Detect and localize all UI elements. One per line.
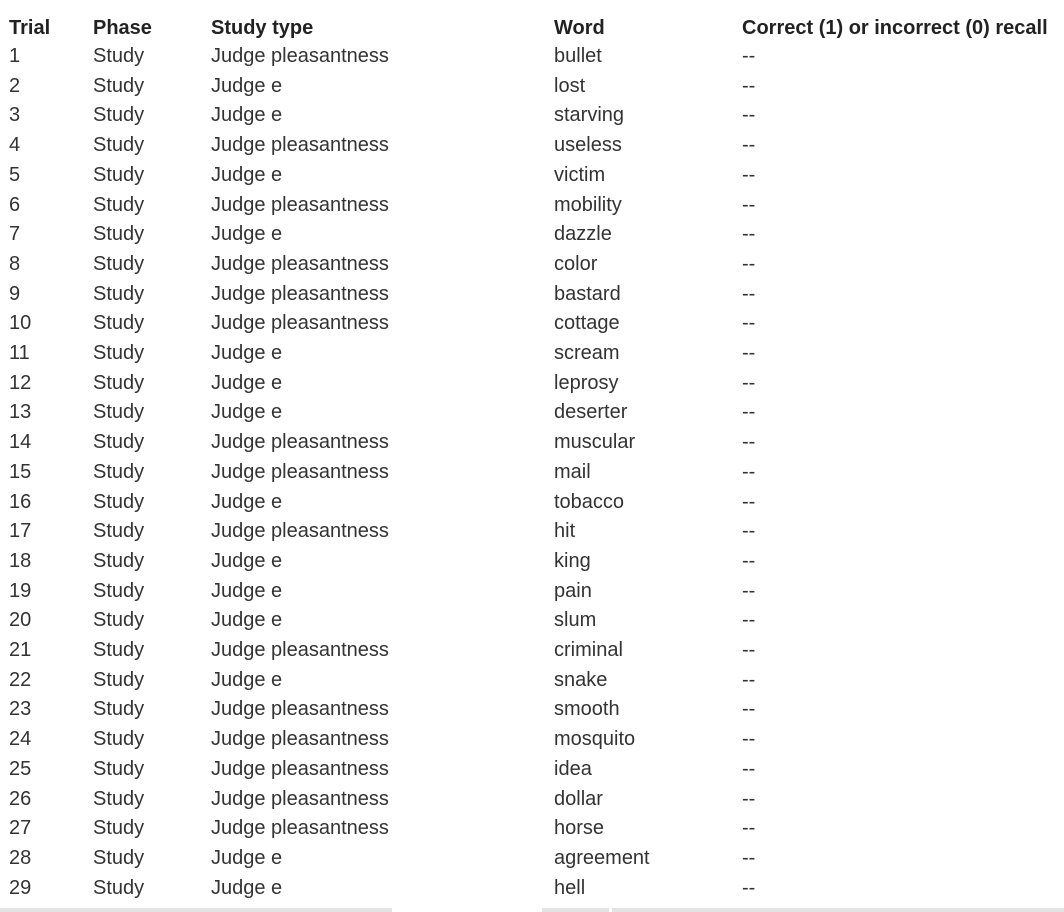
table-row (0, 547, 1064, 577)
header-trial: Trial (9, 17, 51, 39)
cell-study-type: Judge pleasantness (211, 134, 389, 157)
cell-study-type: Judge e (211, 609, 283, 632)
cell-trial: 13 (9, 401, 32, 424)
table-row (0, 874, 1064, 904)
cell-phase: Study (93, 728, 145, 751)
table-row (0, 72, 1064, 102)
cell-phase: Study (93, 163, 145, 186)
cell-word: cottage (554, 312, 620, 335)
cell-phase: Study (93, 193, 145, 216)
cell-word: hit (554, 520, 576, 543)
table-row (0, 339, 1064, 369)
bottom-divider (0, 908, 1064, 912)
cell-trial: 24 (9, 728, 32, 751)
cell-phase: Study (93, 520, 145, 543)
table-row (0, 606, 1064, 636)
cell-recall: -- (742, 74, 756, 97)
cell-phase: Study (93, 490, 145, 513)
cell-phase: Study (93, 876, 145, 899)
table-row (0, 42, 1064, 72)
cell-word: bullet (554, 45, 602, 67)
cell-recall: -- (742, 728, 756, 751)
cell-phase: Study (93, 74, 145, 97)
table-row (0, 220, 1064, 250)
cell-phase: Study (93, 698, 145, 721)
cell-recall: -- (742, 549, 756, 572)
cell-trial: 16 (9, 490, 32, 513)
cell-recall: -- (742, 698, 756, 721)
cell-word: scream (554, 342, 620, 365)
cell-recall: -- (742, 371, 756, 394)
cell-word: mosquito (554, 728, 636, 751)
cell-recall: -- (742, 45, 756, 67)
cell-trial: 5 (9, 163, 21, 186)
table-row (0, 191, 1064, 221)
cell-word: slum (554, 609, 597, 632)
cell-study-type: Judge e (211, 371, 283, 394)
cell-trial: 15 (9, 460, 32, 483)
cell-phase: Study (93, 609, 145, 632)
table-row (0, 398, 1064, 428)
cell-recall: -- (742, 431, 756, 454)
table-row (0, 161, 1064, 191)
table-row (0, 488, 1064, 518)
cell-trial: 27 (9, 817, 32, 840)
cell-phase: Study (93, 45, 145, 67)
cell-recall: -- (742, 579, 756, 602)
cell-study-type: Judge pleasantness (211, 282, 389, 305)
cell-phase: Study (93, 104, 145, 127)
cell-word: idea (554, 757, 592, 780)
cell-study-type: Judge e (211, 104, 283, 127)
cell-trial: 7 (9, 223, 21, 246)
cell-recall: -- (742, 460, 756, 483)
cell-trial: 20 (9, 609, 32, 632)
cell-study-type: Judge e (211, 74, 283, 97)
trial-table-container (0, 14, 1064, 903)
cell-word: color (554, 252, 598, 275)
table-row (0, 309, 1064, 339)
cell-word: horse (554, 817, 605, 840)
cell-word: mobility (554, 193, 622, 216)
cell-recall: -- (742, 817, 756, 840)
cell-study-type: Judge pleasantness (211, 252, 389, 275)
cell-study-type: Judge pleasantness (211, 817, 389, 840)
table-row (0, 428, 1064, 458)
cell-study-type: Judge e (211, 342, 283, 365)
cell-recall: -- (742, 342, 756, 365)
table-row (0, 814, 1064, 844)
cell-trial: 14 (9, 431, 32, 454)
cell-word: useless (554, 134, 622, 157)
table-row (0, 131, 1064, 161)
table-row (0, 666, 1064, 696)
cell-word: hell (554, 876, 586, 899)
cell-recall: -- (742, 846, 756, 869)
cell-study-type: Judge pleasantness (211, 460, 389, 483)
cell-word: lost (554, 74, 586, 97)
cell-trial: 19 (9, 579, 32, 602)
cell-word: dollar (554, 787, 603, 810)
cell-trial: 18 (9, 549, 32, 572)
cell-study-type: Judge pleasantness (211, 787, 389, 810)
cell-study-type: Judge pleasantness (211, 639, 389, 662)
cell-study-type: Judge pleasantness (211, 312, 389, 335)
cell-trial: 22 (9, 668, 32, 691)
cell-recall: -- (742, 282, 756, 305)
cell-study-type: Judge e (211, 668, 283, 691)
table-header (0, 14, 1064, 42)
cell-study-type: Judge pleasantness (211, 431, 389, 454)
cell-phase: Study (93, 549, 145, 572)
cell-recall: -- (742, 639, 756, 662)
cell-study-type: Judge e (211, 163, 283, 186)
cell-study-type: Judge e (211, 846, 283, 869)
cell-trial: 8 (9, 252, 21, 275)
cell-word: tobacco (554, 490, 625, 513)
cell-study-type: Judge pleasantness (211, 45, 389, 67)
cell-word: deserter (554, 401, 628, 424)
cell-recall: -- (742, 163, 756, 186)
cell-phase: Study (93, 757, 145, 780)
cell-word: dazzle (554, 223, 612, 246)
cell-phase: Study (93, 252, 145, 275)
cell-recall: -- (742, 104, 756, 127)
table-row (0, 458, 1064, 488)
cell-recall: -- (742, 193, 756, 216)
table-row (0, 250, 1064, 280)
cell-word: starving (554, 104, 625, 127)
cell-study-type: Judge pleasantness (211, 193, 389, 216)
cell-study-type: Judge pleasantness (211, 698, 389, 721)
cell-recall: -- (742, 520, 756, 543)
cell-recall: -- (742, 787, 756, 810)
cell-phase: Study (93, 371, 145, 394)
cell-trial: 12 (9, 371, 32, 394)
cell-word: agreement (554, 846, 650, 869)
cell-word: leprosy (554, 371, 619, 394)
cell-word: muscular (554, 431, 636, 454)
cell-phase: Study (93, 342, 145, 365)
cell-trial: 25 (9, 757, 32, 780)
cell-study-type: Judge pleasantness (211, 728, 389, 751)
cell-phase: Study (93, 579, 145, 602)
table-row (0, 636, 1064, 666)
cell-word: pain (554, 579, 592, 602)
cell-trial: 17 (9, 520, 32, 543)
cell-recall: -- (742, 668, 756, 691)
table-row (0, 844, 1064, 874)
table-row (0, 369, 1064, 399)
cell-recall: -- (742, 312, 756, 335)
cell-recall: -- (742, 490, 756, 513)
cell-word: bastard (554, 282, 621, 305)
trial-table (0, 14, 1064, 903)
cell-study-type: Judge e (211, 579, 283, 602)
cell-study-type: Judge e (211, 401, 283, 424)
header-phase: Phase (93, 17, 152, 39)
table-row (0, 785, 1064, 815)
cell-trial: 28 (9, 846, 32, 869)
cell-recall: -- (742, 609, 756, 632)
cell-trial: 23 (9, 698, 32, 721)
cell-phase: Study (93, 817, 145, 840)
cell-phase: Study (93, 134, 145, 157)
table-row (0, 725, 1064, 755)
cell-trial: 26 (9, 787, 32, 810)
cell-word: snake (554, 668, 608, 691)
cell-trial: 10 (9, 312, 32, 335)
table-row (0, 280, 1064, 310)
cell-phase: Study (93, 846, 145, 869)
cell-word: victim (554, 163, 606, 186)
header-study-type: Study type (211, 17, 314, 39)
cell-phase: Study (93, 312, 145, 335)
header-word: Word (554, 17, 605, 39)
cell-trial: 4 (9, 134, 21, 157)
cell-phase: Study (93, 401, 145, 424)
cell-phase: Study (93, 282, 145, 305)
cell-study-type: Judge e (211, 223, 283, 246)
cell-recall: -- (742, 223, 756, 246)
cell-trial: 21 (9, 639, 32, 662)
cell-trial: 11 (9, 342, 30, 365)
cell-recall: -- (742, 401, 756, 424)
cell-trial: 1 (9, 45, 21, 67)
cell-trial: 9 (9, 282, 21, 305)
cell-phase: Study (93, 431, 145, 454)
table-row (0, 755, 1064, 785)
cell-word: criminal (554, 639, 623, 662)
cell-study-type: Judge e (211, 876, 283, 899)
cell-trial: 29 (9, 876, 32, 899)
cell-study-type: Judge pleasantness (211, 520, 389, 543)
table-row (0, 101, 1064, 131)
cell-trial: 2 (9, 74, 21, 97)
cell-study-type: Judge e (211, 490, 283, 513)
cell-recall: -- (742, 252, 756, 275)
cell-phase: Study (93, 223, 145, 246)
cell-word: king (554, 549, 591, 572)
cell-phase: Study (93, 460, 145, 483)
cell-word: smooth (554, 698, 620, 721)
cell-word: mail (554, 460, 591, 483)
table-row (0, 577, 1064, 607)
header-row (0, 14, 1064, 42)
table-row (0, 695, 1064, 725)
cell-recall: -- (742, 134, 756, 157)
cell-trial: 3 (9, 104, 21, 127)
cell-phase: Study (93, 668, 145, 691)
cell-trial: 6 (9, 193, 21, 216)
table-body (0, 42, 1064, 903)
header-recall: Correct (1) or incorrect (0) recall (742, 17, 1048, 39)
cell-recall: -- (742, 876, 756, 899)
cell-recall: -- (742, 757, 756, 780)
cell-phase: Study (93, 787, 145, 810)
cell-study-type: Judge pleasantness (211, 757, 389, 780)
table-row (0, 517, 1064, 547)
cell-phase: Study (93, 639, 145, 662)
cell-study-type: Judge e (211, 549, 283, 572)
